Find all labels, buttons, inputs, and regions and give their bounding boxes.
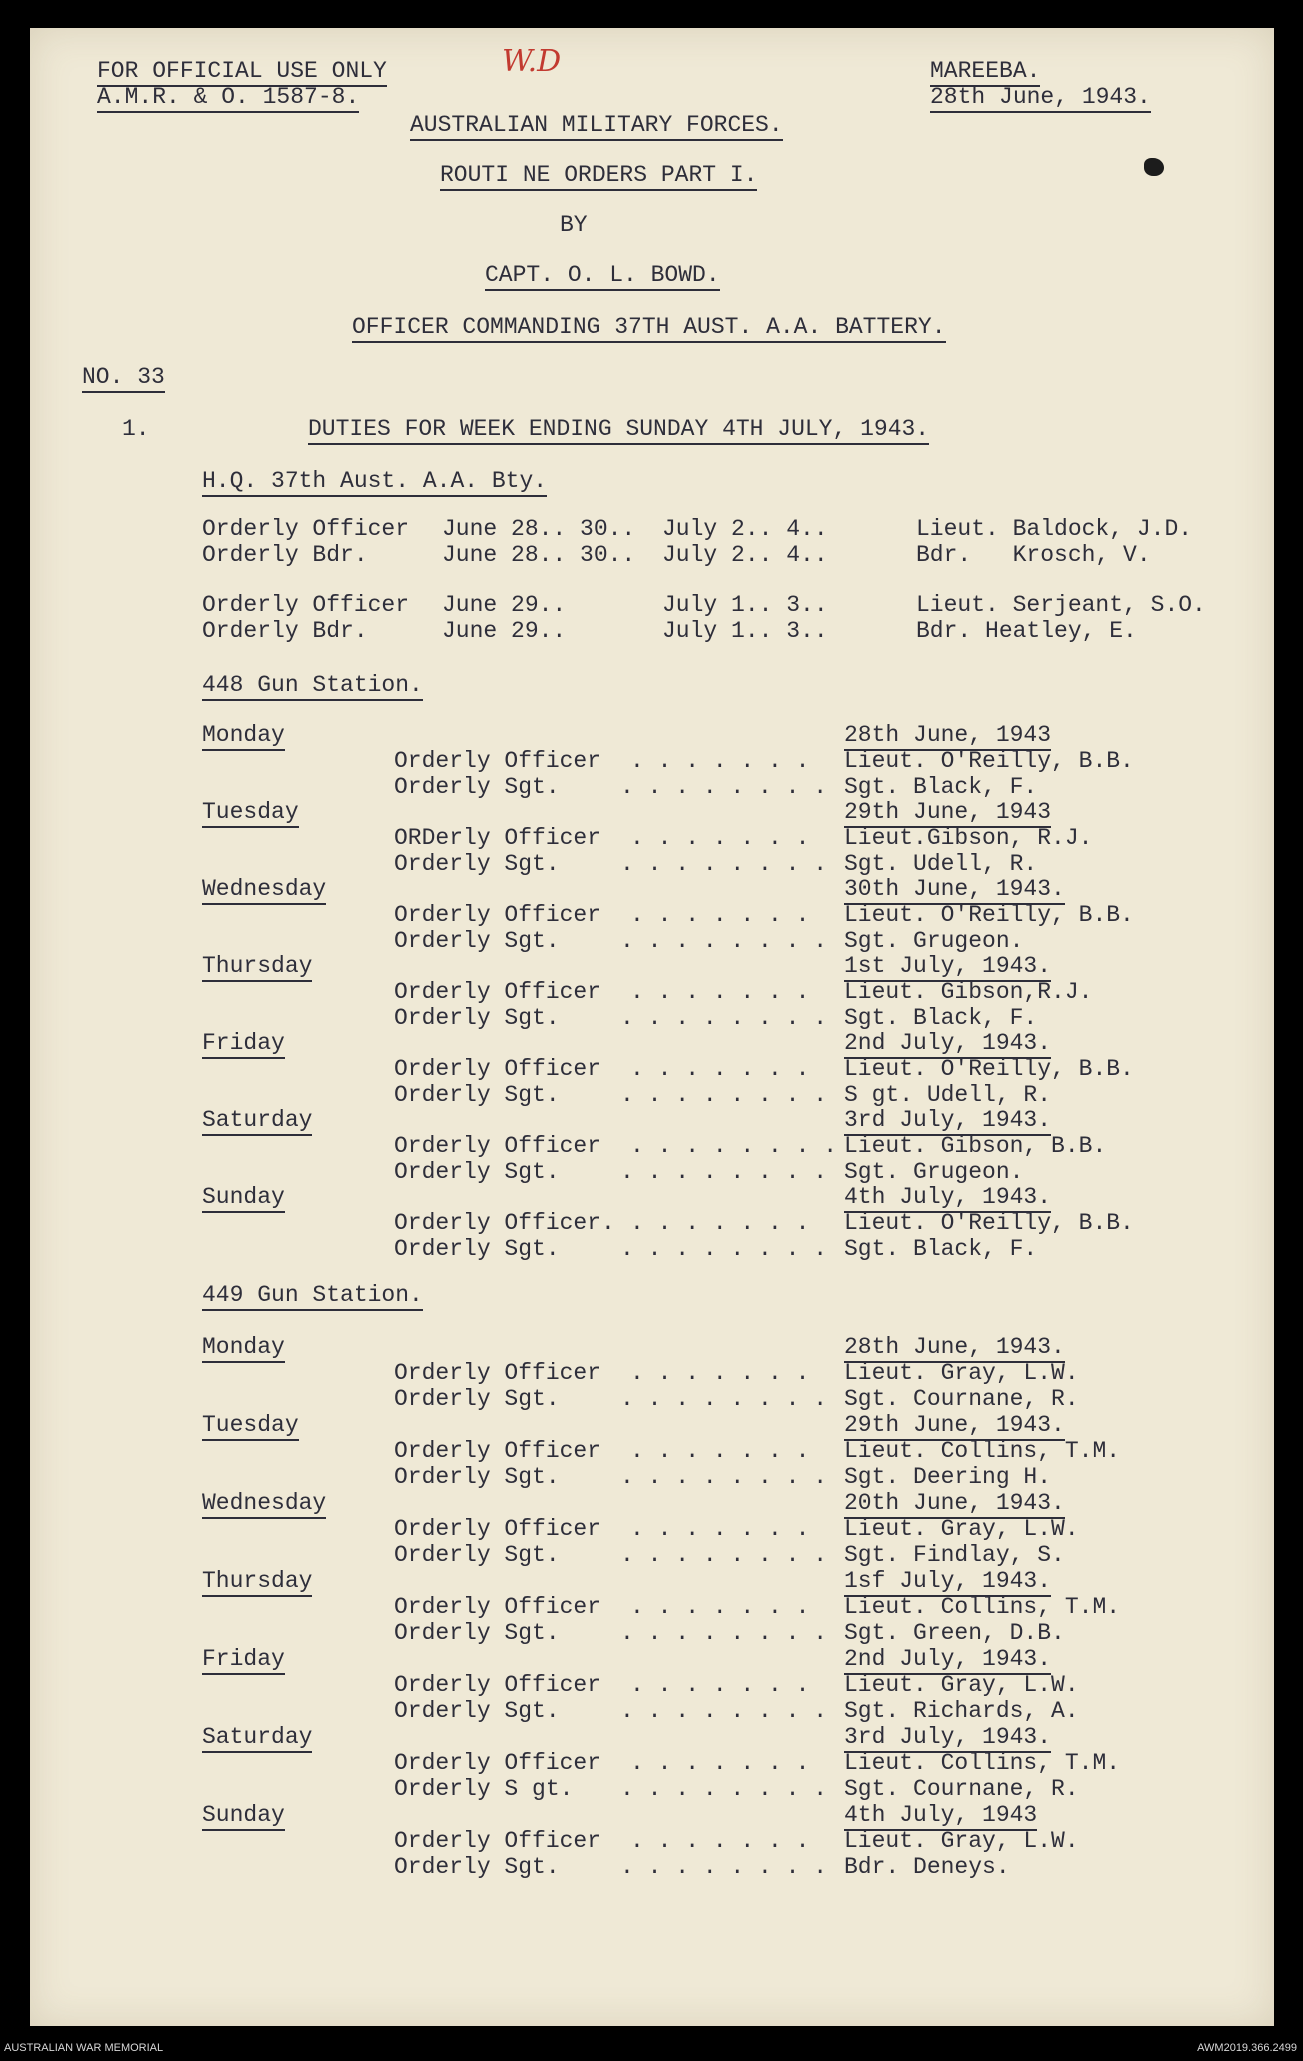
orderly-officer-name: Lieut. O'Reilly, B.B. — [844, 1210, 1134, 1236]
orderly-officer-name: Lieut. O'Reilly, B.B. — [844, 1056, 1134, 1082]
orderly-sgt-name: Sgt. Black, F. — [844, 774, 1038, 800]
sgt-role-label: Orderly Sgt. — [394, 928, 560, 954]
day-date: 30th June, 1943. — [844, 876, 1065, 905]
sgt-role-label: Orderly Sgt. — [394, 1005, 560, 1031]
day-date: 4th July, 1943. — [844, 1184, 1051, 1213]
officer-role-label: Orderly Officer — [394, 1828, 602, 1854]
day-label: Wednesday — [202, 876, 326, 905]
day-label: Monday — [202, 722, 285, 751]
leader-dots: . . . . . . . . — [620, 1854, 828, 1880]
leader-dots: . . . . . . . . — [620, 1620, 828, 1646]
orderly-sgt-name: Sgt. Black, F. — [844, 1005, 1038, 1031]
leader-dots: . . . . . . . — [630, 1828, 810, 1854]
station-448-title: 448 Gun Station. — [202, 672, 423, 701]
day-label: Thursday — [202, 953, 312, 982]
orderly-officer-name: Lieut. Gray, L.W. — [844, 1672, 1079, 1698]
june-dates: June 28.. 30.. — [442, 516, 636, 542]
section-number: 1. — [122, 416, 150, 442]
orderly-sgt-name: Sgt. Green, D.B. — [844, 1620, 1065, 1646]
day-label: Thursday — [202, 1568, 312, 1597]
leader-dots: . . . . . . . — [630, 1056, 810, 1082]
duty-person: Lieut. Baldock, J.D. — [916, 516, 1193, 542]
leader-dots: . . . . . . . . — [620, 1464, 828, 1490]
orderly-sgt-name: Sgt. Grugeon. — [844, 1159, 1024, 1185]
leader-dots: . . . . . . . . — [620, 774, 828, 800]
day-date: 28th June, 1943 — [844, 722, 1051, 751]
officer-role-label: Orderly Officer — [394, 1516, 602, 1542]
day-date: 1sf July, 1943. — [844, 1568, 1051, 1597]
orderly-officer-name: Lieut. O'Reilly, B.B. — [844, 748, 1134, 774]
day-label: Tuesday — [202, 1412, 299, 1441]
day-label: Sunday — [202, 1184, 285, 1213]
leader-dots: . . . . . . . . — [620, 851, 828, 877]
day-label: Monday — [202, 1334, 285, 1363]
orderly-sgt-name: Sgt. Findlay, S. — [844, 1542, 1065, 1568]
leader-dots: . . . . . . . . — [620, 1005, 828, 1031]
duty-person: Bdr. Heatley, E. — [916, 618, 1137, 644]
officer-role-label: Orderly Officer — [394, 1056, 602, 1082]
archive-reference: AWM2019.366.2499 — [1197, 2042, 1297, 2054]
day-date: 4th July, 1943 — [844, 1802, 1037, 1831]
orderly-officer-name: Lieut. Gray, L.W. — [844, 1828, 1079, 1854]
officer-role-label: Orderly Officer — [394, 902, 602, 928]
orderly-officer-name: Lieut. Gray, L.W. — [844, 1516, 1079, 1542]
day-date: 1st July, 1943. — [844, 953, 1051, 982]
leader-dots: . . . . . . . — [630, 1594, 810, 1620]
leader-dots: . . . . . . . — [630, 1210, 810, 1236]
sgt-role-label: Orderly S gt. — [394, 1776, 574, 1802]
leader-dots: . . . . . . . — [630, 825, 810, 851]
officer-role-label: Orderly Officer. — [394, 1210, 615, 1236]
duty-role: Orderly Bdr. — [202, 618, 368, 644]
by-label: BY — [560, 212, 588, 238]
orderly-officer-name: Lieut.Gibson, R.J. — [844, 825, 1093, 851]
archive-credit: AUSTRALIAN WAR MEMORIAL — [4, 2042, 164, 2054]
duty-role: Orderly Officer — [202, 592, 410, 618]
sgt-role-label: Orderly Sgt. — [394, 1620, 560, 1646]
sgt-role-label: Orderly Sgt. — [394, 1082, 560, 1108]
day-date: 20th June, 1943. — [844, 1490, 1065, 1519]
leader-dots: . . . . . . . — [630, 1672, 810, 1698]
leader-dots: . . . . . . . . — [620, 1236, 828, 1262]
day-date: 3rd July, 1943. — [844, 1724, 1051, 1753]
july-dates: July 1.. 3.. — [662, 592, 828, 618]
ink-blot — [1144, 158, 1164, 176]
officer-role-label: Orderly Officer — [394, 1672, 602, 1698]
leader-dots: . . . . . . . — [630, 1516, 810, 1542]
orderly-officer-name: Lieut. Gibson,R.J. — [844, 979, 1093, 1005]
orderly-sgt-name: Sgt. Grugeon. — [844, 928, 1024, 954]
june-dates: June 28.. 30.. — [442, 542, 636, 568]
sgt-role-label: Orderly Sgt. — [394, 1159, 560, 1185]
document-date: 28th June, 1943. — [930, 84, 1151, 113]
day-label: Friday — [202, 1030, 285, 1059]
day-label: Saturday — [202, 1107, 312, 1136]
day-date: 3rd July, 1943. — [844, 1107, 1051, 1136]
day-date: 2nd July, 1943. — [844, 1030, 1051, 1059]
leader-dots: . . . . . . . — [630, 1438, 810, 1464]
hq-title: H.Q. 37th Aust. A.A. Bty. — [202, 468, 547, 497]
leader-dots: . . . . . . . — [630, 902, 810, 928]
leader-dots: . . . . . . . . — [620, 928, 828, 954]
day-label: Saturday — [202, 1724, 312, 1753]
sgt-role-label: Orderly Sgt. — [394, 1464, 560, 1490]
duty-role: Orderly Officer — [202, 516, 410, 542]
section-title: DUTIES FOR WEEK ENDING SUNDAY 4TH JULY, 1943. — [308, 416, 929, 445]
july-dates: July 1.. 3.. — [662, 618, 828, 644]
leader-dots: . . . . . . . . — [630, 1133, 838, 1159]
station-449-title: 449 Gun Station. — [202, 1282, 423, 1311]
orderly-sgt-name: Sgt. Black, F. — [844, 1236, 1038, 1262]
duty-person: Lieut. Serjeant, S.O. — [916, 592, 1206, 618]
orderly-sgt-name: Sgt. Udell, R. — [844, 851, 1038, 877]
leader-dots: . . . . . . . . — [620, 1159, 828, 1185]
july-dates: July 2.. 4.. — [662, 542, 828, 568]
leader-dots: . . . . . . . — [630, 979, 810, 1005]
officer-role-label: Orderly Officer — [394, 1594, 602, 1620]
june-dates: June 29.. — [442, 592, 567, 618]
day-date: 29th June, 1943. — [844, 1412, 1065, 1441]
leader-dots: . . . . . . . . — [620, 1386, 828, 1412]
sgt-role-label: Orderly Sgt. — [394, 1698, 560, 1724]
handwritten-mark: W.D — [502, 44, 562, 79]
officer-role-label: Orderly Officer — [394, 979, 602, 1005]
day-date: 28th June, 1943. — [844, 1334, 1065, 1363]
orderly-officer-name: Lieut. O'Reilly, B.B. — [844, 902, 1134, 928]
place-label: MAREEBA. — [930, 58, 1040, 87]
officer-role-label: Orderly Officer — [394, 1360, 602, 1386]
sgt-role-label: Orderly Sgt. — [394, 851, 560, 877]
duty-role: Orderly Bdr. — [202, 542, 368, 568]
day-date: 29th June, 1943 — [844, 799, 1051, 828]
sgt-role-label: Orderly Sgt. — [394, 774, 560, 800]
command-heading: OFFICER COMMANDING 37TH AUST. A.A. BATTERY. — [352, 314, 946, 343]
orderly-officer-name: Lieut. Collins, T.M. — [844, 1750, 1121, 1776]
orderly-sgt-name: Sgt. Deering H. — [844, 1464, 1052, 1490]
orderly-officer-name: Lieut. Collins, T.M. — [844, 1594, 1121, 1620]
officer-role-label: Orderly Officer — [394, 748, 602, 774]
orderly-sgt-name: Sgt. Richards, A. — [844, 1698, 1079, 1724]
day-label: Sunday — [202, 1802, 285, 1831]
day-label: Friday — [202, 1646, 285, 1675]
official-use-label: FOR OFFICIAL USE ONLY — [97, 58, 387, 87]
sgt-role-label: Orderly Sgt. — [394, 1542, 560, 1568]
day-label: Wednesday — [202, 1490, 326, 1519]
june-dates: June 29.. — [442, 618, 567, 644]
officer-role-label: ORDerly Officer — [394, 825, 602, 851]
leader-dots: . . . . . . . . — [620, 1698, 828, 1724]
document-page — [30, 28, 1274, 2026]
orderly-officer-name: Lieut. Gibson, B.B. — [844, 1133, 1107, 1159]
leader-dots: . . . . . . . — [630, 1360, 810, 1386]
officer-role-label: Orderly Officer — [394, 1750, 602, 1776]
forces-heading: AUSTRALIAN MILITARY FORCES. — [410, 112, 783, 141]
officer-role-label: Orderly Officer — [394, 1438, 602, 1464]
leader-dots: . . . . . . . . — [620, 1082, 828, 1108]
day-label: Tuesday — [202, 799, 299, 828]
officer-name: CAPT. O. L. BOWD. — [485, 262, 720, 291]
orderly-sgt-name: S gt. Udell, R. — [844, 1082, 1052, 1108]
day-date: 2nd July, 1943. — [844, 1646, 1051, 1675]
sgt-role-label: Orderly Sgt. — [394, 1386, 560, 1412]
orderly-officer-name: Lieut. Collins, T.M. — [844, 1438, 1121, 1464]
orderly-sgt-name: Bdr. Deneys. — [844, 1854, 1010, 1880]
sgt-role-label: Orderly Sgt. — [394, 1236, 560, 1262]
leader-dots: . . . . . . . — [630, 1750, 810, 1776]
july-dates: July 2.. 4.. — [662, 516, 828, 542]
sgt-role-label: Orderly Sgt. — [394, 1854, 560, 1880]
leader-dots: . . . . . . . . — [620, 1542, 828, 1568]
orderly-officer-name: Lieut. Gray, L.W. — [844, 1360, 1079, 1386]
reference-number: A.M.R. & O. 1587-8. — [97, 84, 359, 113]
officer-role-label: Orderly Officer — [394, 1133, 602, 1159]
order-number: NO. 33 — [82, 364, 165, 393]
orderly-sgt-name: Sgt. Cournane, R. — [844, 1386, 1079, 1412]
duty-person: Bdr. Krosch, V. — [916, 542, 1151, 568]
leader-dots: . . . . . . . . — [620, 1776, 828, 1802]
orderly-sgt-name: Sgt. Cournane, R. — [844, 1776, 1079, 1802]
leader-dots: . . . . . . . — [630, 748, 810, 774]
orders-heading: ROUTI NE ORDERS PART I. — [440, 162, 757, 191]
